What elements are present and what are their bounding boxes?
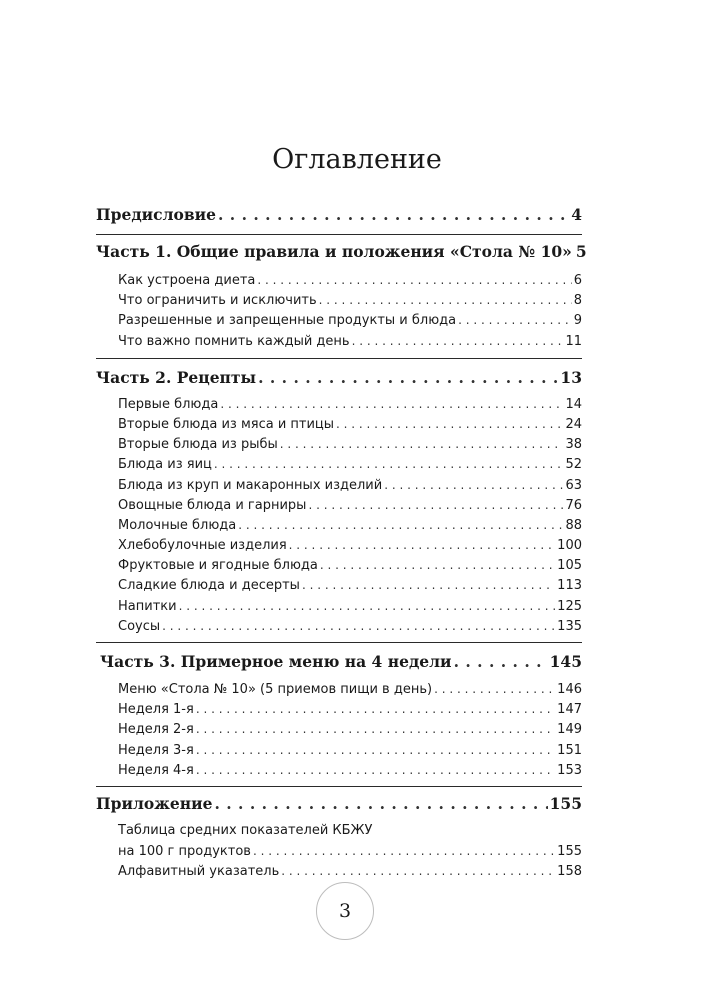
- toc-subentry-label: Алфавитный указатель: [118, 864, 280, 880]
- toc-subentry-label: Хлебобулочные изделия: [118, 538, 287, 554]
- leader-dots: [196, 740, 555, 760]
- toc-subentry-label: Разрешенные и запрещенные продукты и блюда: [118, 313, 457, 329]
- toc-subentry-label: Что ограничить и исключить: [118, 293, 317, 309]
- leader-dots: [308, 495, 563, 515]
- toc-subentry-label: Как устроена диета: [118, 273, 256, 288]
- toc-subentry-page: 158: [557, 864, 582, 880]
- toc-subentry-page: 6: [573, 273, 582, 288]
- toc-subentry[interactable]: [96, 414, 582, 434]
- toc-subentry-label: Что важно помнить каждый день: [118, 333, 350, 349]
- toc-subentry-page: 38: [565, 437, 582, 453]
- toc-entry-page: 4: [571, 205, 582, 224]
- leader-dots: [253, 841, 555, 861]
- toc-entry-preface[interactable]: [96, 204, 582, 226]
- toc-subentry-page: 113: [557, 578, 582, 594]
- toc-subentry[interactable]: [96, 575, 582, 595]
- leader-dots: [196, 719, 555, 739]
- leader-dots: [179, 596, 556, 616]
- toc-subentry-page: 151: [557, 742, 582, 758]
- toc-subentry[interactable]: [96, 515, 582, 535]
- toc-subentry-page: 153: [557, 762, 582, 778]
- toc-subentry-label-line1: Таблица средних показателей КБЖУ: [118, 822, 373, 838]
- toc-subentry-label: Первые блюда: [118, 396, 219, 412]
- toc-subentry[interactable]: [96, 495, 582, 515]
- toc-subentry-label: Блюда из круп и макаронных изделий: [118, 477, 383, 493]
- toc-subentry-page: 88: [565, 517, 582, 533]
- toc-subentry[interactable]: [96, 454, 582, 474]
- toc-subentry[interactable]: [96, 434, 582, 454]
- leader-dots: [458, 310, 572, 330]
- leader-dots: [281, 861, 555, 881]
- toc-entry-page: 5: [575, 242, 587, 261]
- toc-entry-page: 13: [560, 367, 582, 387]
- leader-dots: [319, 290, 572, 310]
- toc-subentry-label: Неделя 1-я: [118, 702, 194, 718]
- toc-entry-label: Приложение: [96, 793, 213, 813]
- toc-entry-page: 155: [549, 793, 582, 813]
- toc-subentry[interactable]: [96, 331, 582, 351]
- toc-subentry-label: Вторые блюда из мяса и птицы: [118, 416, 335, 432]
- toc-subentry[interactable]: [96, 616, 582, 636]
- toc-subentry-page: 155: [557, 844, 582, 860]
- toc-entry-label: Часть 1. Общие правила и положения «Стола № 10»: [96, 242, 572, 261]
- toc-subentry-label: Напитки: [118, 598, 177, 614]
- toc-subentry-page: 149: [557, 722, 582, 738]
- leader-dots: [320, 555, 555, 575]
- toc-subentry-label: Меню «Стола № 10» (5 приемов пищи в день): [118, 682, 433, 697]
- toc-subentry-label: Неделя 4-я: [118, 762, 194, 778]
- toc-subentry-label: Вторые блюда из рыбы: [118, 437, 278, 453]
- toc-subentry-label: Сладкие блюда и десерты: [118, 578, 300, 594]
- toc-entry-part3[interactable]: [96, 651, 582, 673]
- toc-entry-label: Предисловие: [96, 205, 216, 224]
- toc-entry-appendix[interactable]: [96, 793, 582, 815]
- leader-dots: [352, 331, 564, 351]
- toc-subentry[interactable]: [96, 475, 582, 495]
- toc-subentry-label: Молочные блюда: [118, 517, 237, 533]
- toc-subentry[interactable]: [96, 310, 582, 330]
- leader-dots: [238, 515, 563, 535]
- leader-dots: [289, 535, 556, 555]
- toc-subentry-label: Соусы: [118, 618, 161, 634]
- toc-subentry-page: 9: [573, 313, 582, 329]
- toc-subentry[interactable]: [96, 841, 582, 861]
- toc-subentry-label: Блюда из яиц: [118, 457, 212, 473]
- toc-subentry-page: 135: [557, 618, 582, 634]
- toc-subentry-page: 24: [565, 416, 582, 432]
- toc-subentry-label: Неделя 2-я: [118, 722, 194, 738]
- toc-subentry-page: 11: [565, 333, 582, 349]
- toc-subentry-page: 52: [565, 457, 582, 473]
- leader-dots: [196, 760, 555, 780]
- leader-dots: [257, 270, 571, 290]
- toc-subentry[interactable]: [96, 394, 582, 414]
- leader-dots: [162, 616, 555, 636]
- page-title: Оглавление: [272, 144, 442, 175]
- toc-subentry[interactable]: [96, 270, 582, 290]
- toc-subentry-page: 147: [557, 702, 582, 718]
- toc-entry-part1[interactable]: [96, 241, 587, 263]
- toc-subentry-page: 14: [565, 396, 582, 412]
- toc-subentry-label: на 100 г продуктов: [118, 844, 251, 860]
- leader-dots: [196, 699, 555, 719]
- toc-subentry[interactable]: [96, 699, 582, 719]
- toc-subentry[interactable]: [96, 760, 582, 780]
- toc-subentry[interactable]: [96, 719, 582, 739]
- toc-subentry-label: Фруктовые и ягодные блюда: [118, 558, 318, 574]
- toc-subentry-page: 125: [557, 598, 582, 614]
- toc-subentry-label: Неделя 3-я: [118, 742, 194, 758]
- leader-dots: [218, 204, 569, 226]
- table-of-contents: [96, 204, 587, 882]
- toc-subentry[interactable]: [96, 740, 582, 760]
- toc-subentry[interactable]: [96, 535, 582, 555]
- leader-dots: [214, 793, 547, 815]
- toc-entry-part2[interactable]: [96, 367, 582, 389]
- toc-entry-label: Часть 2. Рецепты: [96, 367, 257, 387]
- leader-dots: [220, 394, 563, 414]
- toc-subentry-page: 63: [565, 477, 582, 493]
- leader-dots: [434, 679, 555, 699]
- leader-dots: [302, 575, 555, 595]
- leader-dots: [336, 414, 563, 434]
- leader-dots: [258, 367, 558, 389]
- leader-dots: [214, 454, 564, 474]
- toc-subentry[interactable]: [96, 861, 582, 881]
- toc-subentry-page: 146: [557, 682, 582, 697]
- toc-subentry[interactable]: [96, 555, 582, 575]
- toc-subentry[interactable]: [96, 596, 582, 616]
- toc-subentry[interactable]: [96, 679, 582, 699]
- toc-subentry-page: 8: [573, 293, 582, 309]
- leader-dots: [280, 434, 564, 454]
- toc-subentry-page: 76: [565, 497, 582, 513]
- leader-dots: [454, 651, 548, 673]
- toc-subentry-page: 100: [557, 538, 582, 554]
- leader-dots: [384, 475, 563, 495]
- toc-entry-label: Часть 3. Примерное меню на 4 недели: [100, 652, 452, 671]
- toc-entry-page: 145: [549, 652, 582, 671]
- toc-subentry-label: Овощные блюда и гарниры: [118, 497, 307, 513]
- page-number: 3: [316, 882, 374, 940]
- toc-subentry[interactable]: [96, 290, 582, 310]
- toc-subentry-page: 105: [557, 558, 582, 574]
